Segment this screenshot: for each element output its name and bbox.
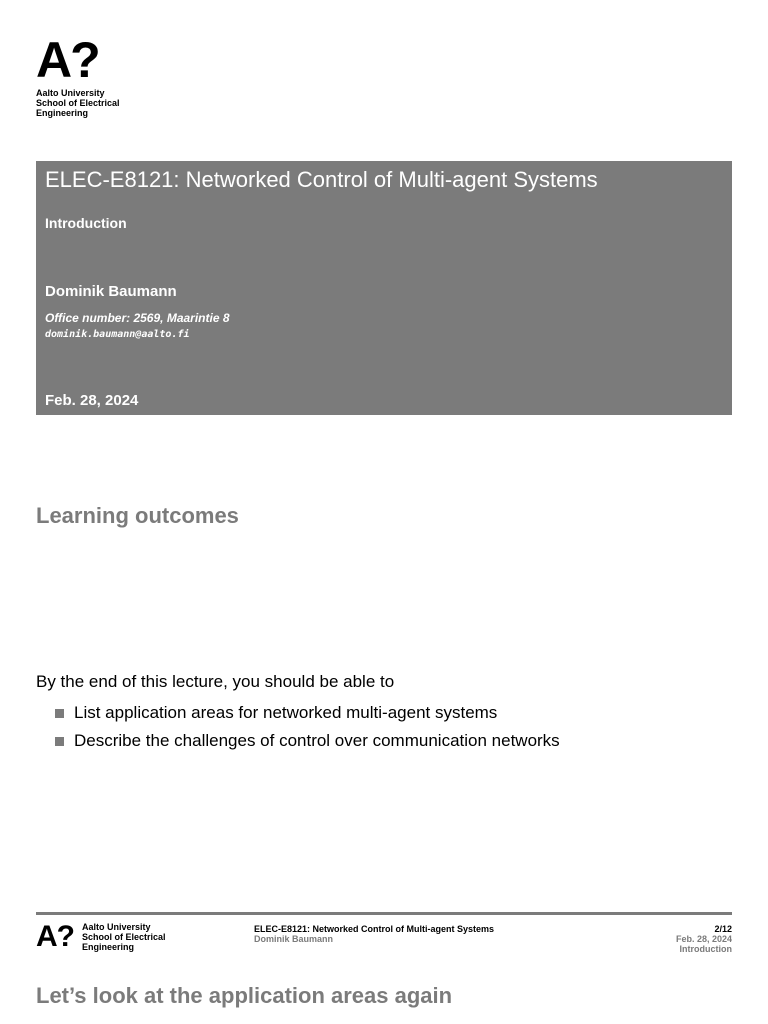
- footer-logo-mark: A?: [36, 920, 74, 953]
- author-email: dominik.baumann@aalto.fi: [45, 329, 190, 340]
- office-info: Office number: 2569, Maarintie 8: [45, 311, 230, 325]
- footer-logo-text: [82, 922, 166, 952]
- footer-logo-line-engineering: Engineering: [82, 942, 135, 952]
- footer-logo-line-university: Aalto University: [82, 922, 151, 932]
- list-item-text: Describe the challenges of control over communication networks: [74, 731, 560, 750]
- course-title: ELEC-E8121: Networked Control of Multi-agent Systems: [45, 167, 598, 192]
- title-block: [36, 161, 732, 415]
- footer-logo-line-school: School of Electrical: [82, 932, 166, 942]
- footer-date: Feb. 28, 2024: [675, 934, 732, 944]
- footer-logo: [36, 922, 166, 952]
- footer-divider: [36, 912, 732, 915]
- lecture-date: Feb. 28, 2024: [45, 392, 139, 409]
- outcomes-intro: By the end of this lecture, you should be able to: [36, 672, 395, 691]
- footer-author: Dominik Baumann: [254, 934, 334, 944]
- footer-section: Introduction: [679, 944, 732, 954]
- learning-outcomes-heading: Learning outcomes: [36, 503, 239, 528]
- list-item-text: List application areas for networked multi-agent systems: [74, 703, 498, 722]
- bullet-square-icon: [55, 737, 64, 746]
- aalto-logo: [36, 32, 120, 118]
- outcomes-list: [55, 699, 560, 755]
- footer-course-title: ELEC-E8121: Networked Control of Multi-agent Systems: [254, 924, 495, 934]
- application-areas-heading: Let’s look at the application areas again: [36, 983, 453, 1008]
- aalto-logo-text: [36, 88, 120, 118]
- page-number: 2/12: [714, 924, 732, 934]
- list-item: [55, 727, 560, 755]
- aalto-logo-mark: A?: [36, 32, 99, 88]
- author-name: Dominik Baumann: [45, 283, 177, 300]
- list-item: [55, 699, 560, 727]
- lecture-subtitle: Introduction: [45, 215, 127, 231]
- footer-center: [254, 924, 494, 944]
- footer-right: [676, 924, 732, 954]
- logo-line-school: School of Electrical: [36, 98, 120, 108]
- logo-line-university: Aalto University: [36, 88, 105, 98]
- bullet-square-icon: [55, 709, 64, 718]
- logo-line-engineering: Engineering: [36, 108, 89, 118]
